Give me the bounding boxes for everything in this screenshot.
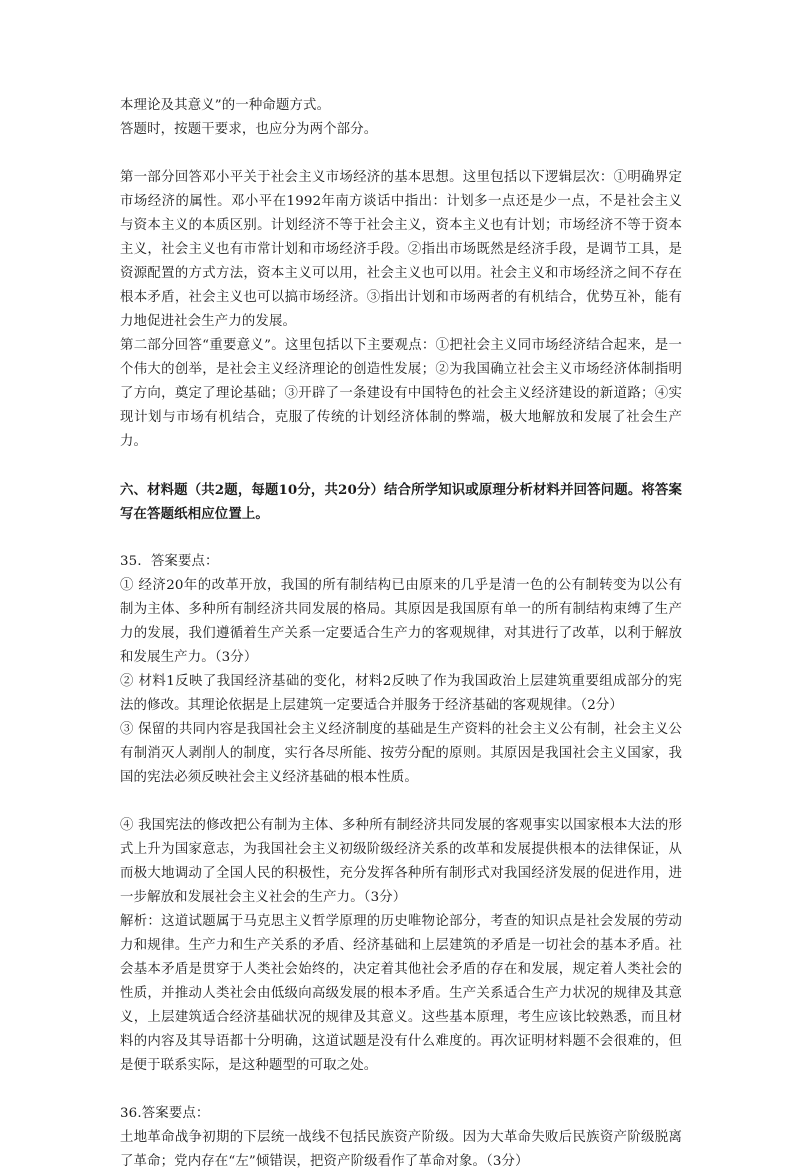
document-page	[120, 94, 682, 1174]
intro-line-1: 本理论及其意义”的一种命题方式。	[120, 98, 331, 113]
part2-paragraph: 第二部分回答“重要意义”。这里包括以下主要观点：①把社会主义同市场经济结合起来，是一个伟大的创举，是社会主义经济理论的创造性发展；②为我国确立社会主义市场经济体制指明了方向，奠定了理论基础；③开辟了一条建设有中国特色的社会主义经济建设的新道路；④实现计划与市场有机结合，克服了传统的计划经济体制的弊端，极大地解放和发展了社会生产力。	[120, 338, 682, 449]
paragraph-gap	[120, 454, 682, 478]
paragraph-gap	[120, 142, 682, 166]
paragraph-gap	[120, 526, 682, 550]
q35-analysis: 解析：这道试题属于马克思主义哲学原理的历史唯物论部分，考查的知识点是社会发展的劳动力和规律。生产力和生产关系的矛盾、经济基础和上层建筑的矛盾是一切社会的基本矛盾。社会基本矛盾是贯穿于人类社会始终的，决定着其他社会矛盾的存在和发展，规定着人类社会的性质，并推动人类社会由低级向高级发展的根本矛盾。生产关系适合生产力状况的规律及其意义，上层建筑适合经济基础状况的规律及其意义。这些基本原理，考生应该比较熟悉，而且材料的内容及其导语都十分明确，这道试题是没有什么难度的。再次证明材料题不会很难的，但是便于联系实际，是这种题型的可取之处。	[120, 914, 682, 1073]
paragraph-gap	[120, 1078, 682, 1102]
q36-label: 36.答案要点：	[120, 1106, 210, 1121]
q35-label: 35．答案要点：	[120, 554, 219, 569]
q35-point-3: ③ 保留的共同内容是我国社会主义经济制度的基础是生产资料的社会主义公有制，社会主义公有制消灭人剥削人的制度，实行各尽所能、按劳分配的原则。其原因是我国社会主义国家，我国的宪法必须反映社会主义经济基础的根本性质。	[120, 722, 682, 785]
part1-paragraph: 第一部分回答邓小平关于社会主义市场经济的基本思想。这里包括以下逻辑层次：①明确界定市场经济的属性。邓小平在1992年南方谈话中指出：计划多一点还是少一点，不是社会主义与资本主义的本质区别。计划经济不等于社会主义，资本主义也有计划；市场经济不等于资本主义，社会主义也有市常计划和市场经济手段。②指出市场既然是经济手段，是调节工具，是资源配置的方式方法，资本主义可以用，社会主义也可以用。社会主义和市场经济之间不存在根本矛盾，社会主义也可以搞市场经济。③指出计划和市场两者的有机结合，优势互补，能有力地促进社会生产力的发展。	[120, 170, 682, 329]
intro-line-2: 答题时，按题干要求，也应分为两个部分。	[120, 122, 378, 137]
q35-point-4: ④ 我国宪法的修改把公有制为主体、多种所有制经济共同发展的客观事实以国家根本大法的形式上升为国家意志，为我国社会主义初级阶级经济关系的改革和发展提供根本的法律保证，从而极大地调动了全国人民的积极性，充分发挥各种所有制形式对我国经济发展的促进作用，进一步解放和发展社会主义社会的生产力。（3分）	[120, 818, 682, 905]
section-6-heading: 六、材料题（共2题，每题10分，共20分）结合所学知识或原理分析材料并回答问题。将答案写在答题纸相应位置上。	[120, 482, 682, 522]
q35-point-2: ② 材料1反映了我国经济基础的变化，材料2反映了作为我国政治上层建筑重要组成部分的宪法的修改。其理论依据是上层建筑一定要适合并服务于经济基础的客观规律。（2分）	[120, 674, 682, 713]
q35-point-1: ① 经济20年的改革开放，我国的所有制结构已由原来的几乎是清一色的公有制转变为以公有制为主体、多种所有制经济共同发展的格局。其原因是我国原有单一的所有制结构束缚了生产力的发展，我们遵循着生产关系一定要适合生产力的客观规律，对其进行了改革，以利于解放和发展生产力。（3分）	[120, 578, 682, 665]
paragraph-gap	[120, 790, 682, 814]
q36-point-1: 土地革命战争初期的下层统一战线不包括民族资产阶级。因为大革命失败后民族资产阶级脱离了革命；党内存在“左”倾错误，把资产阶级看作了革命对象。（3分）	[120, 1130, 682, 1169]
